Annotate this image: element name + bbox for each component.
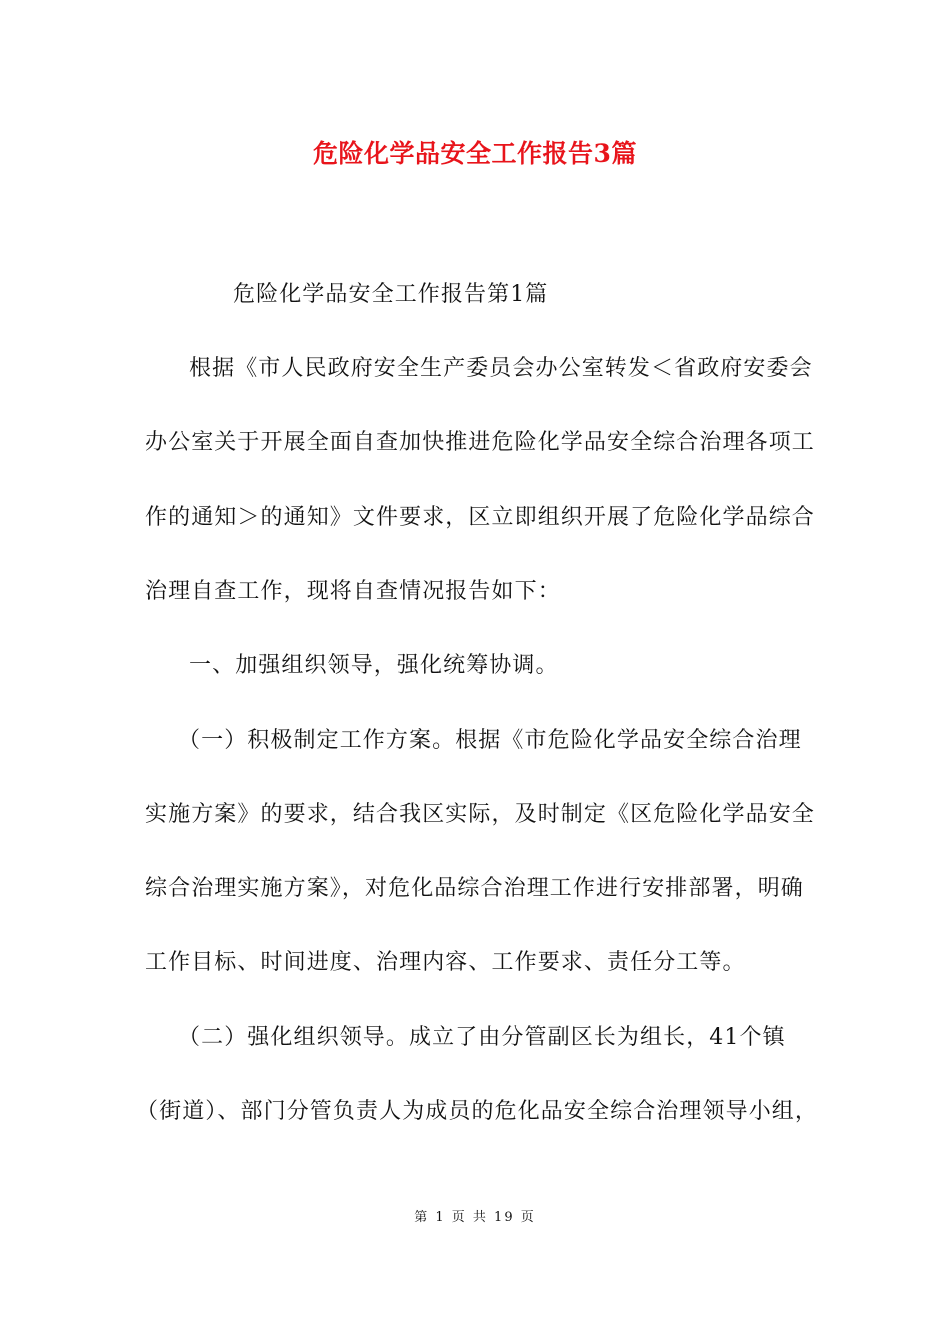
document-title: 危险化学品安全工作报告3篇 <box>313 139 637 168</box>
paragraph-line: 综合治理实施方案》，对危化品综合治理工作进行安排部署，明确 <box>145 876 804 901</box>
paragraph-line: 办公室关于开展全面自查加快推进危险化学品安全综合治理各项工 <box>145 430 815 455</box>
paragraph-line: 根据《市人民政府安全生产委员会办公室转发＜省政府安委会 <box>189 356 813 381</box>
paragraph-line: （二）强化组织领导。成立了由分管副区长为组长，41个镇 <box>178 1025 786 1050</box>
paragraph-line: 工作目标、时间进度、治理内容、工作要求、责任分工等。 <box>145 950 746 975</box>
paragraph-line: 一、加强组织领导，强化统筹协调。 <box>189 653 559 678</box>
page-number-footer: 第 1 页 共 19 页 <box>414 1210 536 1225</box>
paragraph-line: 实施方案》的要求，结合我区实际，及时制定《区危险化学品安全 <box>145 802 815 827</box>
paragraph-line: 治理自查工作，现将自查情况报告如下： <box>145 579 561 604</box>
paragraph-line: 作的通知＞的通知》文件要求，区立即组织开展了危险化学品综合 <box>145 505 815 530</box>
section-heading: 危险化学品安全工作报告第1篇 <box>233 282 549 307</box>
paragraph-line: （一）积极制定工作方案。根据《市危险化学品安全综合治理 <box>178 728 802 753</box>
paragraph-line: （街道）、部门分管负责人为成员的危化品安全综合治理领导小组， <box>136 1099 819 1124</box>
